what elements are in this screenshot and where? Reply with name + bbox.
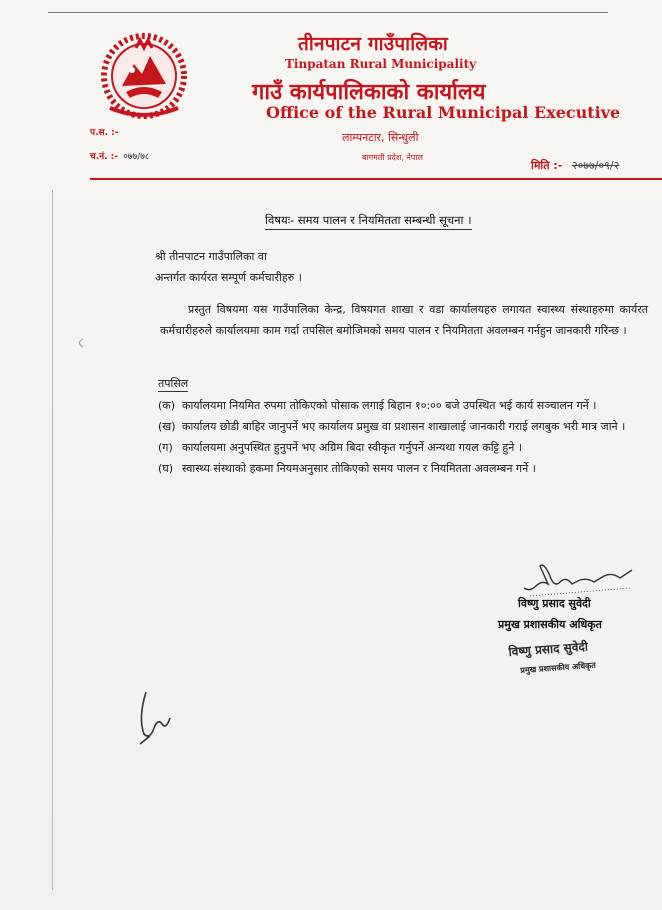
letter-subject: विषयः- समय पालन र नियमितता सम्बन्धी सूचना ।: [265, 213, 472, 230]
list-item-text: कार्यालयमा नियमित रुपमा तोकिएको पोसाक लगाई बिहान १०:०० बजे उपस्थित भई कार्य सञ्चालन गर्ने ।: [182, 399, 597, 412]
list-item-text: कार्यालयमा अनुपस्थित हुनुपर्ने भए अग्रिम बिदा स्वीकृत गर्नुपर्ने अन्यथा गयल कट्टि हुने ।: [182, 440, 523, 454]
stamp-name: विष्णु प्रसाद सुवेदी: [508, 639, 589, 659]
addressee-line-2: अन्तर्गत कार्यरत सम्पूर्ण कर्मचारीहरु ।: [155, 270, 302, 284]
patra-sankhya-label: प.स. :-: [90, 128, 119, 138]
list-item-text: कार्यालय छोडी बाहिर जानुपर्ने भए कार्यालय प्रमुख वा प्रशासन शाखालाई जानकारी गराई लगबुक भरी मात्र जाने ।: [182, 419, 626, 433]
list-item: [158, 396, 650, 417]
stamp-designation: प्रमुख प्रशासकीय अधिकृत: [520, 660, 597, 675]
chalani-number: [90, 149, 150, 162]
tapsil-heading: तपसिल: [158, 377, 189, 390]
list-item-label: (क): [158, 399, 176, 412]
scan-top-edge: [48, 12, 608, 13]
list-item: [158, 417, 650, 438]
nepal-emblem-logo: [96, 26, 192, 120]
body-paragraph: प्रस्तुत विषयमा यस गाउँपालिका केन्द्र, विषयगत शाखा र वडा कार्यालयहरु लगायत स्वास्थ्य संस्थाहरुमा कार्यरत कर्मचारीहरुले कार्यालयमा काम गर्दा तपसिल बमोजिमको समय पालन र नियमितता अवलम्बन गर्नहुन जानकारी गरिन्छ ।: [160, 303, 648, 337]
signatory-designation: प्रमुख प्रशासकीय अधिकृत: [498, 618, 602, 631]
municipality-name-english: Tinpatan Rural Municipality: [285, 57, 477, 71]
patra-sankhya: [90, 125, 119, 138]
list-item-label: (ख): [158, 419, 176, 433]
office-province: बागमती प्रदेश, नेपाल: [362, 153, 423, 162]
scan-left-edge: [52, 190, 53, 890]
addressee-line-1: श्री तीनपाटन गाउँपालिका वा: [155, 250, 267, 263]
office-location: लाम्पनटार, सिन्धुली: [342, 131, 419, 144]
office-name-nepali: गाउँ कार्यपालिकाको कार्यालय: [252, 80, 486, 105]
list-item-label: (घ): [158, 461, 174, 475]
municipality-name-nepali: तीनपाटन गाउँपालिका: [298, 33, 449, 55]
letterhead-divider: [90, 178, 662, 180]
list-item-label: (ग): [158, 440, 173, 454]
date-value: २०७७/०९/२: [571, 159, 620, 172]
signatory-name: विष्णु प्रसाद सुवेदी: [518, 597, 591, 610]
list-item-text: स्वास्थ्य संस्थाको हकमा नियमअनुसार तोकिएको समय पालन र नियमितता अवलम्बन गर्ने ।: [182, 461, 536, 475]
tapsil-list: [158, 396, 650, 480]
addressee: [155, 247, 302, 289]
office-name-english: Office of the Rural Municipal Executive: [266, 103, 621, 122]
chalani-number-label: च.नं. :-: [90, 152, 119, 162]
letter-date: [531, 158, 619, 173]
margin-pencil-mark: [74, 338, 84, 348]
list-item: [158, 438, 650, 459]
chalani-number-value: ०७७/७८: [123, 152, 150, 162]
handwritten-initial: [132, 688, 172, 746]
list-item: [158, 459, 650, 480]
date-label: मिति :-: [531, 159, 563, 172]
